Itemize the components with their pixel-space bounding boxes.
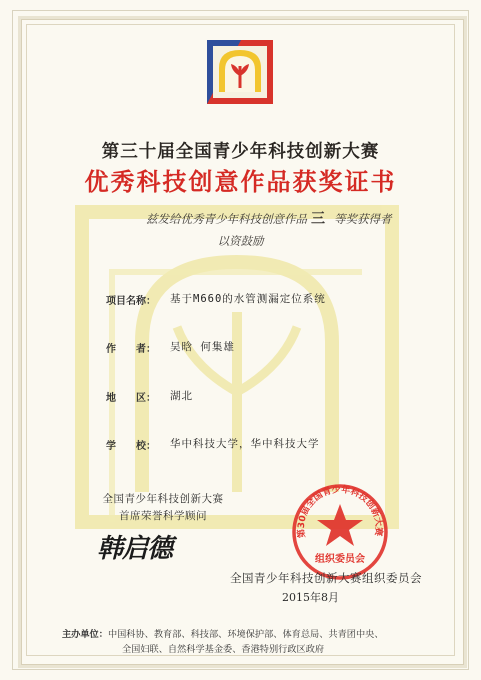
competition-logo-icon (207, 40, 273, 104)
school-value: 华中科技大学，华中科技大学 (170, 438, 320, 450)
school-label: 学 校： (106, 441, 156, 452)
project-name-value: 基于M660的水管测漏定位系统 (170, 293, 326, 305)
award-statement (0, 211, 481, 231)
sponsors-line1: 中国科协、教育部、科技部、环境保护部、体育总局、共青团中央、 (107, 629, 384, 640)
sponsors (62, 627, 442, 657)
issue-date: 2015年8月 (282, 591, 339, 604)
region-value: 湖北 (170, 390, 193, 402)
author-label: 作 者： (106, 344, 156, 355)
sponsors-line2: 全国妇联、自然科学基金委、香港特别行政区政府 (122, 644, 325, 655)
author-value: 吴晗 何集雄 (170, 341, 235, 353)
award-grade: 三 (311, 211, 325, 227)
seal-inner-text: 组织委员会 (315, 554, 365, 565)
seal-outer-text: 第30届全国青少年科技创新大赛 (296, 484, 384, 539)
encourage-text: 以资鼓励 (217, 234, 264, 248)
project-name-label: 项目名称： (106, 296, 156, 307)
advisor-block (88, 491, 238, 523)
advisor-org: 全国青少年科技创新大赛 (102, 493, 224, 505)
issuer: 全国青少年科技创新大赛组织委员会 (230, 571, 422, 585)
certificate-title: 优秀科技创意作品获奖证书 (84, 167, 397, 196)
region-label: 地 区： (106, 393, 156, 404)
competition-title: 第三十届全国青少年科技创新大赛 (101, 142, 380, 162)
signature: 韩启德 (97, 534, 173, 564)
sponsors-label: 主办单位： (62, 629, 108, 640)
award-suffix: 等奖获得者 (334, 212, 392, 226)
advisor-title: 首席荣誉科学顾问 (119, 510, 207, 522)
award-prefix: 兹发给优秀青少年科技创意作品 (146, 212, 307, 226)
red-seal-icon (290, 482, 390, 582)
